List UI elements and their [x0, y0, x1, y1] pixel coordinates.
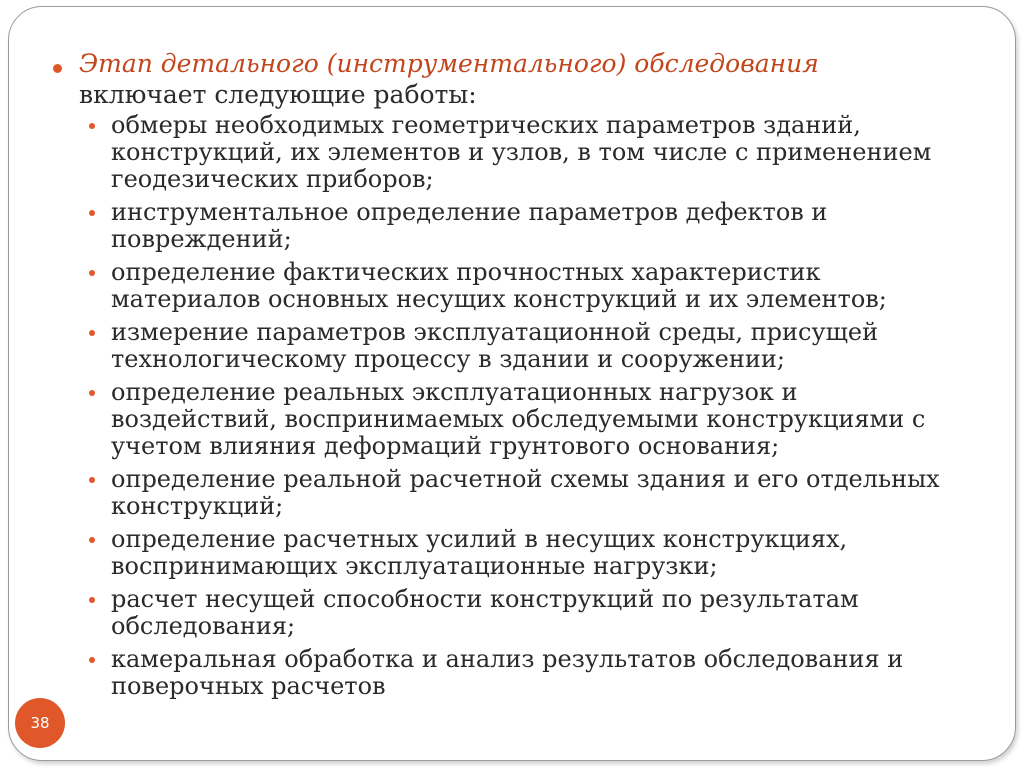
list-item: [89, 112, 969, 193]
bullet-icon: [89, 390, 95, 396]
list-item: [89, 319, 969, 373]
bullet-icon: [89, 477, 95, 483]
slide-number-badge: 38: [15, 698, 65, 748]
bullet-icon: [89, 537, 95, 543]
slide-content: [9, 7, 1015, 760]
list-item-text: определение реальных эксплуатационных нагрузок и воздействий, воспринимаемых обследуемыми конструкциями с учетом влияния деформаций грунтового основания;: [111, 378, 926, 460]
list-item-text: определение реальной расчетной схемы здания и его отдельных конструкций;: [111, 465, 940, 520]
list-item: [89, 646, 969, 700]
list-item: [89, 586, 969, 640]
list-item: [89, 199, 969, 253]
list-item-text: определение расчетных усилий в несущих конструкциях, воспринимающих эксплуатационные нагрузки;: [111, 525, 848, 580]
list-item-text: обмеры необходимых геометрических параметров зданий, конструкций, их элементов и узлов, в том числе с применением геодезических приборов;: [111, 111, 932, 193]
bullet-icon: [89, 270, 95, 276]
list-item: [89, 466, 969, 520]
bullet-icon: [89, 330, 95, 336]
list-item-text: измерение параметров эксплуатационной среды, присущей технологическому процессу в здании и сооружении;: [111, 318, 879, 373]
bullet-icon: [89, 597, 95, 603]
list-item-text: расчет несущей способности конструкций по результатам обследования;: [111, 585, 859, 640]
bullet-icon: [89, 123, 95, 129]
bullet-icon: [89, 657, 95, 663]
list-item: [89, 526, 969, 580]
slide-frame: [8, 6, 1016, 761]
list-item-text: инструментальное определение параметров дефектов и повреждений;: [111, 198, 828, 253]
list-item: [89, 259, 969, 313]
heading-rest: включает следующие работы:: [79, 80, 477, 109]
work-list: [89, 112, 969, 706]
bullet-icon: [89, 210, 95, 216]
list-item: [89, 379, 969, 460]
list-item-text: определение фактических прочностных характеристик материалов основных несущих конструкций и их элементов;: [111, 258, 887, 313]
bullet-icon: [53, 64, 62, 73]
heading-accent: Этап детального (инструментального) обследования: [79, 49, 819, 78]
slide-heading: [79, 48, 979, 110]
list-item-text: камеральная обработка и анализ результатов обследования и поверочных расчетов: [111, 645, 904, 700]
